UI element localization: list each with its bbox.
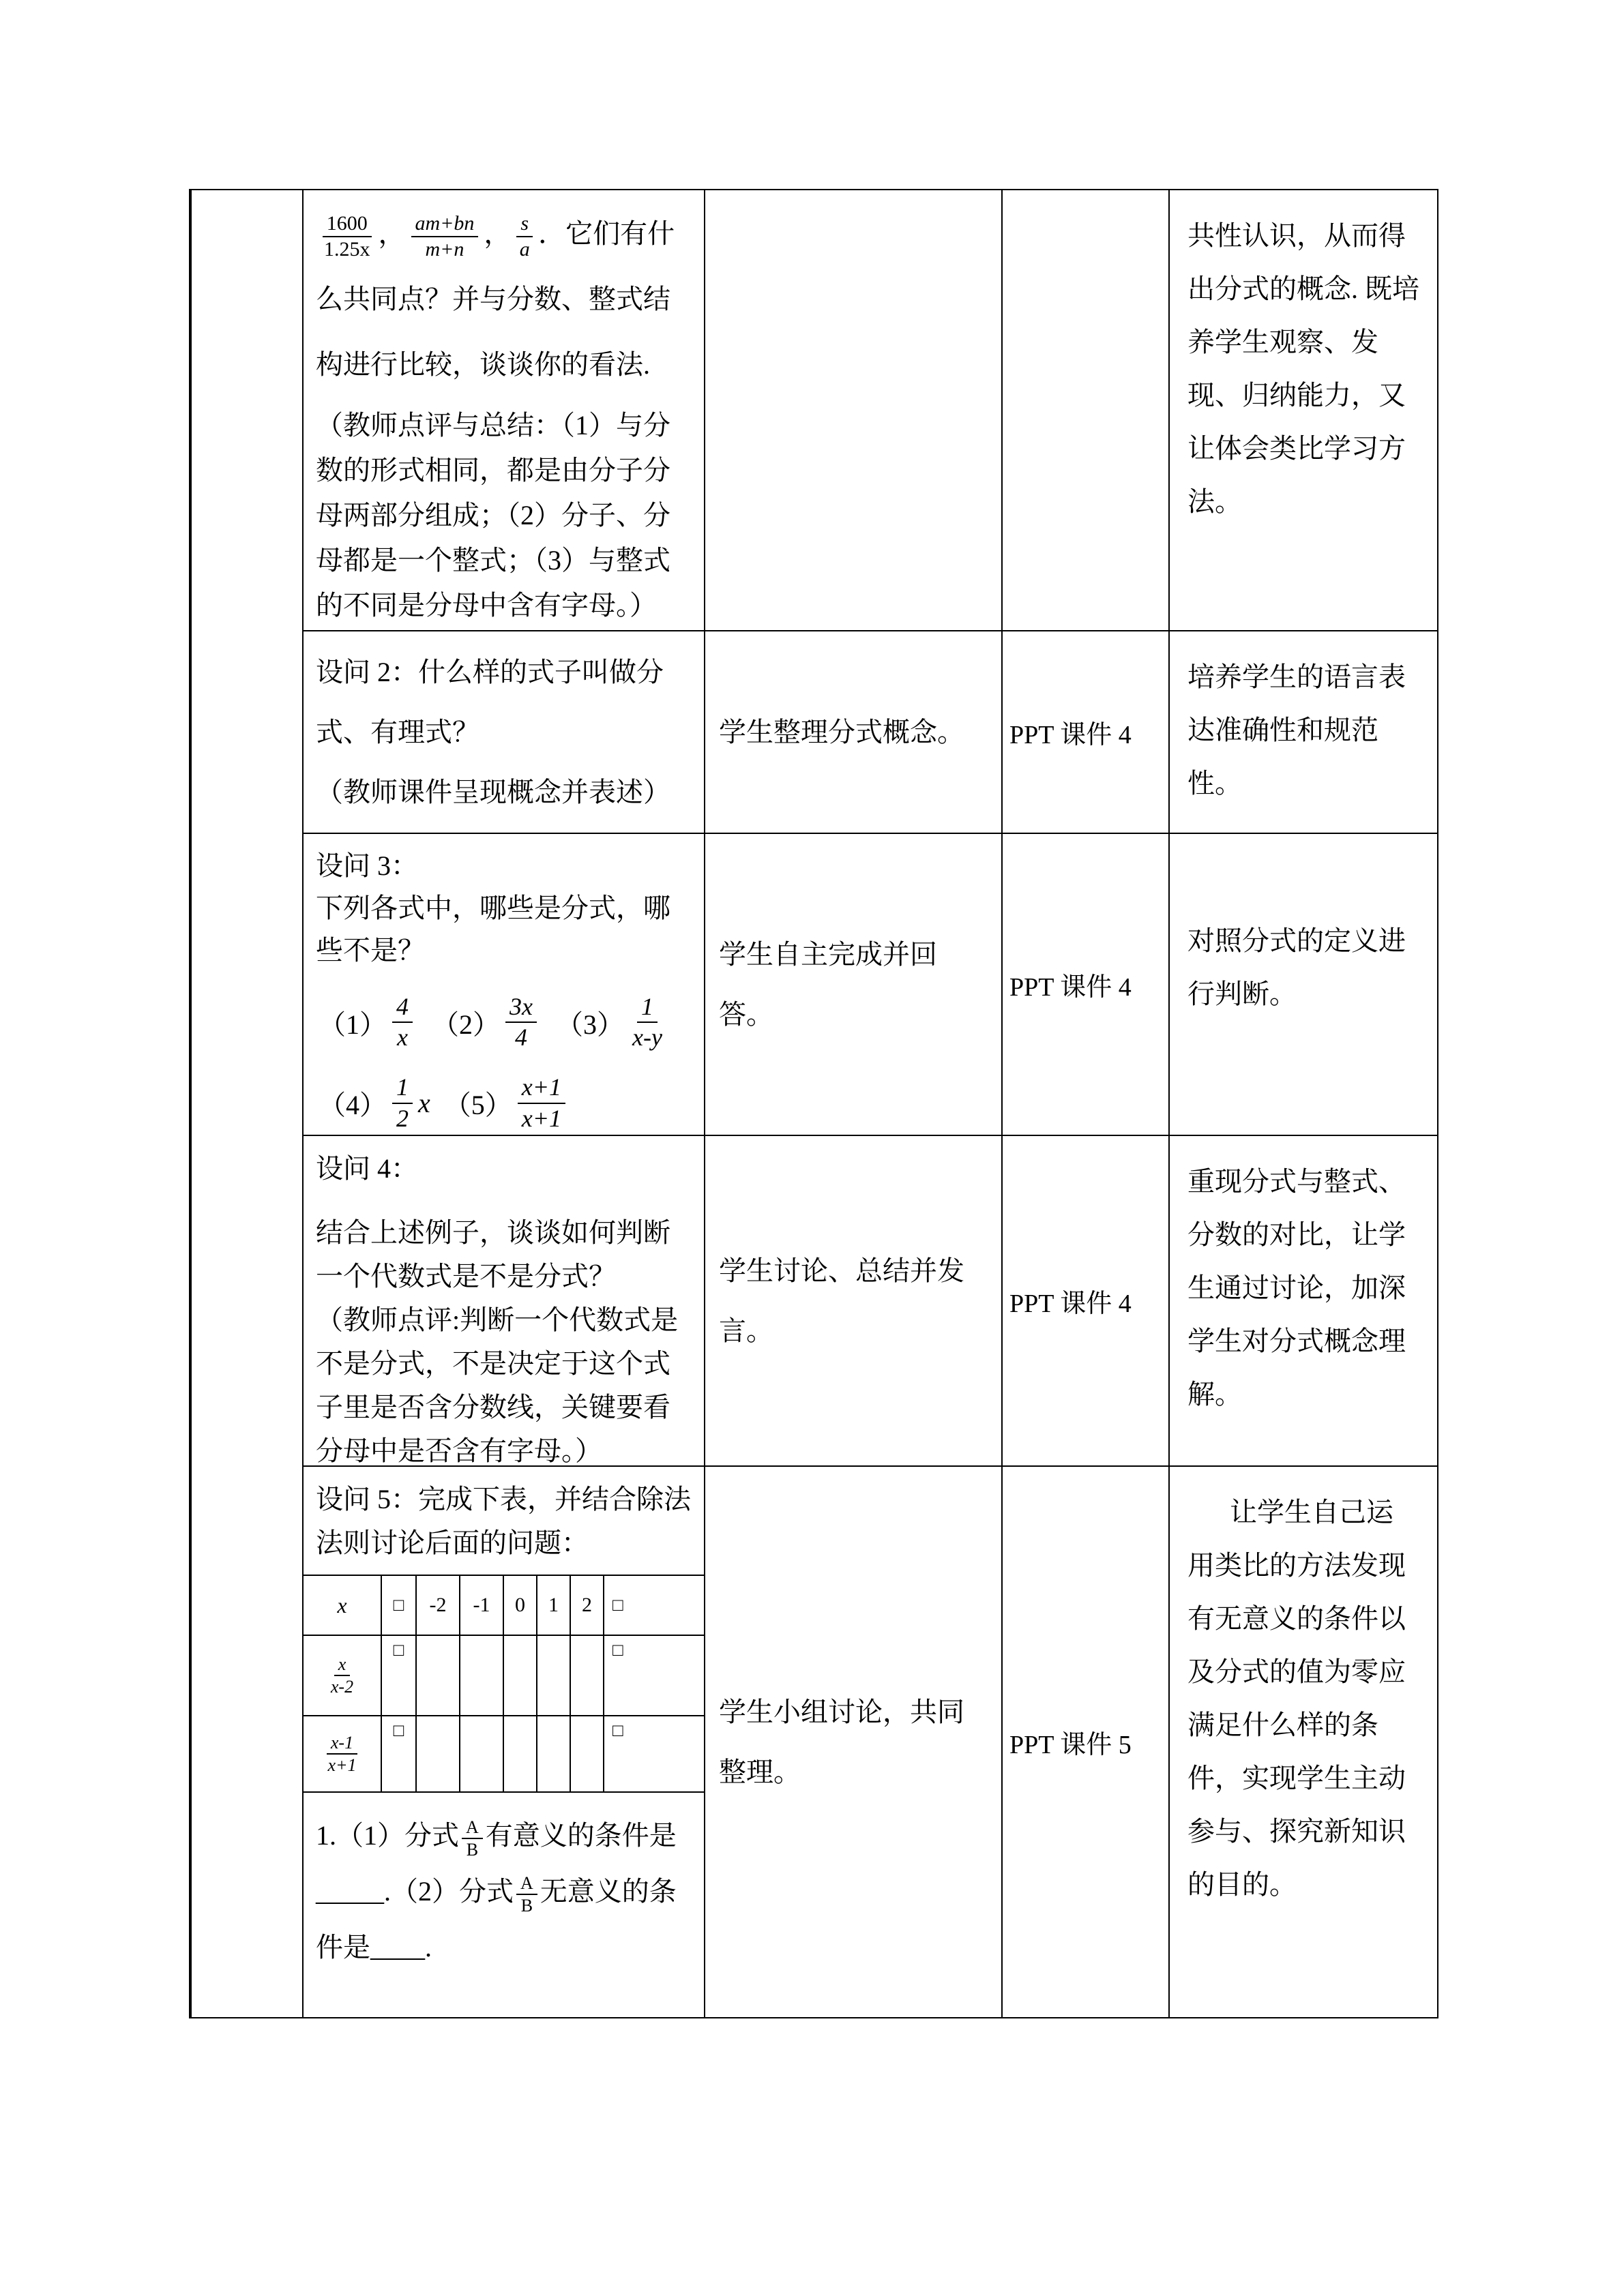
fraction-numerator: 1 — [637, 992, 658, 1023]
ppt-resource-cell-row3 — [1003, 834, 1170, 1136]
subtable-row-label-frac — [304, 1716, 382, 1793]
subtable-empty-cell — [417, 1636, 460, 1716]
fraction-A-over-B — [462, 1817, 483, 1860]
student-activity-cell-row4 — [705, 1136, 1003, 1467]
ppt-resource-cell-row5 — [1003, 1467, 1170, 2018]
subtable-value-cell: -2 — [417, 1576, 460, 1636]
fraction-numerator: x+1 — [518, 1073, 565, 1103]
fraction-denominator: B — [466, 1839, 479, 1860]
fill-in-blank: ____ — [370, 1932, 425, 1963]
ppt-label: PPT 课件 4 — [1009, 721, 1132, 749]
expression-list-line-2 — [316, 1073, 692, 1133]
subtable-checkbox: □ — [382, 1716, 417, 1793]
design-intent-text: 培养学生的语言表达准确性和规范性。 — [1187, 661, 1406, 799]
teaching-content-cell-row2 — [304, 631, 705, 834]
fraction-1600-over-125x — [321, 211, 373, 262]
teaching-content-cell-row3 — [304, 834, 705, 1136]
fraction-numerator: s — [516, 211, 533, 237]
table-left-spanning-cell — [189, 189, 302, 2018]
design-intent-text: 对照分式的定义进行判断。 — [1187, 925, 1406, 1009]
design-intent-text: 让学生自己运用类比的方法发现有无意义的条件以及分式的值为零应满足什么样的条件，实现学生主动参与、探究新知识的目的。 — [1187, 1497, 1406, 1900]
math-intro-paragraph — [316, 201, 692, 398]
item-label: （4） — [319, 1090, 387, 1121]
fraction-x-minus-1-over-x-plus-1 — [325, 1732, 359, 1776]
student-activity-cell-row3 — [705, 834, 1003, 1136]
design-intent-cell-row3 — [1170, 834, 1438, 1136]
ppt-resource-cell-row2 — [1003, 631, 1170, 834]
design-intent-cell-row1 — [1170, 190, 1438, 631]
fraction-1-over-x-minus-y — [630, 992, 665, 1052]
ppt-label: PPT 课件 4 — [1009, 1289, 1132, 1318]
student-activity-cell-row1 — [705, 190, 1003, 631]
separator-comma: ， — [378, 218, 406, 249]
subtable-value-cell: -1 — [460, 1576, 504, 1636]
fraction-denominator: x+1 — [327, 1755, 357, 1775]
table-grid — [302, 189, 1438, 2018]
design-intent-cell-row4 — [1170, 1136, 1438, 1467]
student-activity-text: 学生讨论、总结并发言。 — [719, 1255, 964, 1346]
question-text: ．它们有什么共同点？并与分数、整式结构进行比较，谈谈你的看法. — [316, 218, 675, 380]
question-text-part: 1.（1）分式 — [316, 1820, 459, 1851]
subtable-empty-cell — [571, 1716, 604, 1793]
fraction-x-over-x-minus-2 — [328, 1654, 356, 1697]
student-activity-text: 学生整理分式概念。 — [719, 716, 964, 747]
question-4-title: 设问 4： — [316, 1153, 418, 1184]
fraction-s-over-a — [516, 211, 533, 262]
subtable-checkbox: □ — [382, 1636, 417, 1716]
fraction-1-over-2 — [392, 1073, 413, 1133]
fraction-suffix-variable: x — [418, 1088, 430, 1119]
subtable-empty-cell — [571, 1636, 604, 1716]
subtable-value-cell: 1 — [537, 1576, 571, 1636]
subtable-header-x: x — [304, 1576, 382, 1636]
design-intent-text: 重现分式与整式、分数的对比，让学生通过讨论，加深学生对分式概念理解。 — [1187, 1166, 1406, 1410]
fraction-numerator: A — [516, 1873, 537, 1895]
ppt-resource-cell-row4 — [1003, 1136, 1170, 1467]
item-label: （5） — [443, 1090, 512, 1121]
subtable-checkbox: □ — [382, 1576, 417, 1636]
fraction-numerator: 1600 — [323, 211, 372, 237]
lesson-plan-table — [189, 189, 1438, 2018]
fraction-x1-over-x1 — [518, 1073, 565, 1133]
fraction-denominator: x-y — [632, 1024, 662, 1052]
subtable-empty-cell — [504, 1636, 537, 1716]
meaning-condition-question — [304, 1793, 704, 1991]
fraction-denominator: x+1 — [521, 1104, 562, 1132]
teaching-content-cell-row1 — [304, 190, 705, 631]
subtable-row-label-frac — [304, 1636, 382, 1716]
teacher-summary-note: （教师点评与总结：（1）与分数的形式相同，都是由分子分母两部分组成；（2）分子、分母都是一个整式；（3）与整式的不同是分母中含有字母。） — [316, 410, 670, 621]
teaching-content-cell-row4 — [304, 1136, 705, 1467]
teacher-note: （教师课件呈现概念并表述） — [316, 777, 670, 807]
ppt-label: PPT 课件 5 — [1009, 1731, 1132, 1759]
teaching-content-cell-row5 — [304, 1467, 705, 2018]
question-text-part: .（2）分式 — [384, 1876, 514, 1907]
separator-comma: ， — [484, 218, 512, 249]
student-activity-cell-row5 — [705, 1467, 1003, 2018]
fraction-denominator: m+n — [425, 237, 464, 260]
subtable-value-cell: 2 — [571, 1576, 604, 1636]
question-4-text: 结合上述例子，谈谈如何判断一个代数式是不是分式？ — [316, 1217, 670, 1292]
student-activity-text: 学生小组讨论，共同整理。 — [719, 1696, 964, 1787]
ppt-resource-cell-row1 — [1003, 190, 1170, 631]
question-text-part: . — [425, 1932, 432, 1963]
item-label: （1） — [319, 1009, 387, 1040]
fraction-numerator: 1 — [392, 1073, 413, 1103]
subtable-empty-cell — [537, 1716, 571, 1793]
item-label: （3） — [555, 1009, 624, 1040]
student-activity-text: 学生自主完成并回答。 — [719, 938, 937, 1030]
item-label: （2） — [432, 1009, 500, 1040]
fill-in-blank: _____ — [316, 1876, 384, 1907]
fraction-denominator: B — [520, 1895, 533, 1915]
design-intent-cell-row2 — [1170, 631, 1438, 834]
question-5-title: 设问 5：完成下表，并结合除法法则讨论后面的问题： — [316, 1484, 691, 1558]
subtable-value-cell: 0 — [504, 1576, 537, 1636]
expression-list-line-1 — [316, 992, 692, 1052]
fraction-4-over-x — [392, 992, 413, 1052]
fraction-ambn-over-mn — [411, 211, 479, 262]
subtable-checkbox: □ — [604, 1576, 704, 1636]
subtable-empty-cell — [537, 1636, 571, 1716]
teacher-comment-note: （教师点评:判断一个代数式是不是分式，不是决定于这个式子里是否含分数线，关键要看分母中是否含有字母。） — [316, 1304, 679, 1466]
fraction-numerator: A — [462, 1817, 483, 1839]
subtable-checkbox: □ — [604, 1636, 704, 1716]
fraction-numerator: am+bn — [411, 211, 479, 237]
fraction-3x-over-4 — [505, 992, 537, 1052]
fraction-numerator: x-1 — [327, 1732, 357, 1755]
subtable-empty-cell — [504, 1716, 537, 1793]
fraction-numerator: 3x — [505, 992, 537, 1023]
fraction-denominator: 2 — [396, 1104, 409, 1132]
subtable-empty-cell — [460, 1636, 504, 1716]
ppt-label: PPT 课件 4 — [1009, 973, 1132, 1002]
fraction-denominator: x-2 — [330, 1677, 354, 1697]
question-3-title: 设问 3： — [316, 850, 418, 881]
subtable-empty-cell — [417, 1716, 460, 1793]
fraction-denominator: x — [397, 1024, 408, 1052]
fraction-numerator: x — [334, 1654, 351, 1676]
fraction-denominator: a — [519, 237, 530, 260]
subtable-empty-cell — [460, 1716, 504, 1793]
fraction-numerator: 4 — [392, 992, 413, 1023]
question-text-part: 有意义的条件是 — [485, 1820, 677, 1851]
fraction-A-over-B — [516, 1873, 537, 1916]
fraction-denominator: 1.25x — [324, 237, 370, 260]
question-2-text: 设问 2：什么样的式子叫做分式、有理式？ — [316, 657, 664, 747]
subtable-checkbox: □ — [604, 1716, 704, 1793]
question-text-part: 无意义的条件是 — [316, 1876, 677, 1963]
question-3-text: 下列各式中，哪些是分式，哪些不是？ — [316, 893, 670, 966]
design-intent-text: 共性认识，从而得出分式的概念. 既培养学生观察、发现、归纳能力，又让体会类比学习方法。 — [1187, 220, 1419, 517]
values-subtable — [304, 1575, 704, 1793]
design-intent-cell-row5 — [1170, 1467, 1438, 2018]
fraction-denominator: 4 — [514, 1024, 527, 1052]
student-activity-cell-row2 — [705, 631, 1003, 834]
